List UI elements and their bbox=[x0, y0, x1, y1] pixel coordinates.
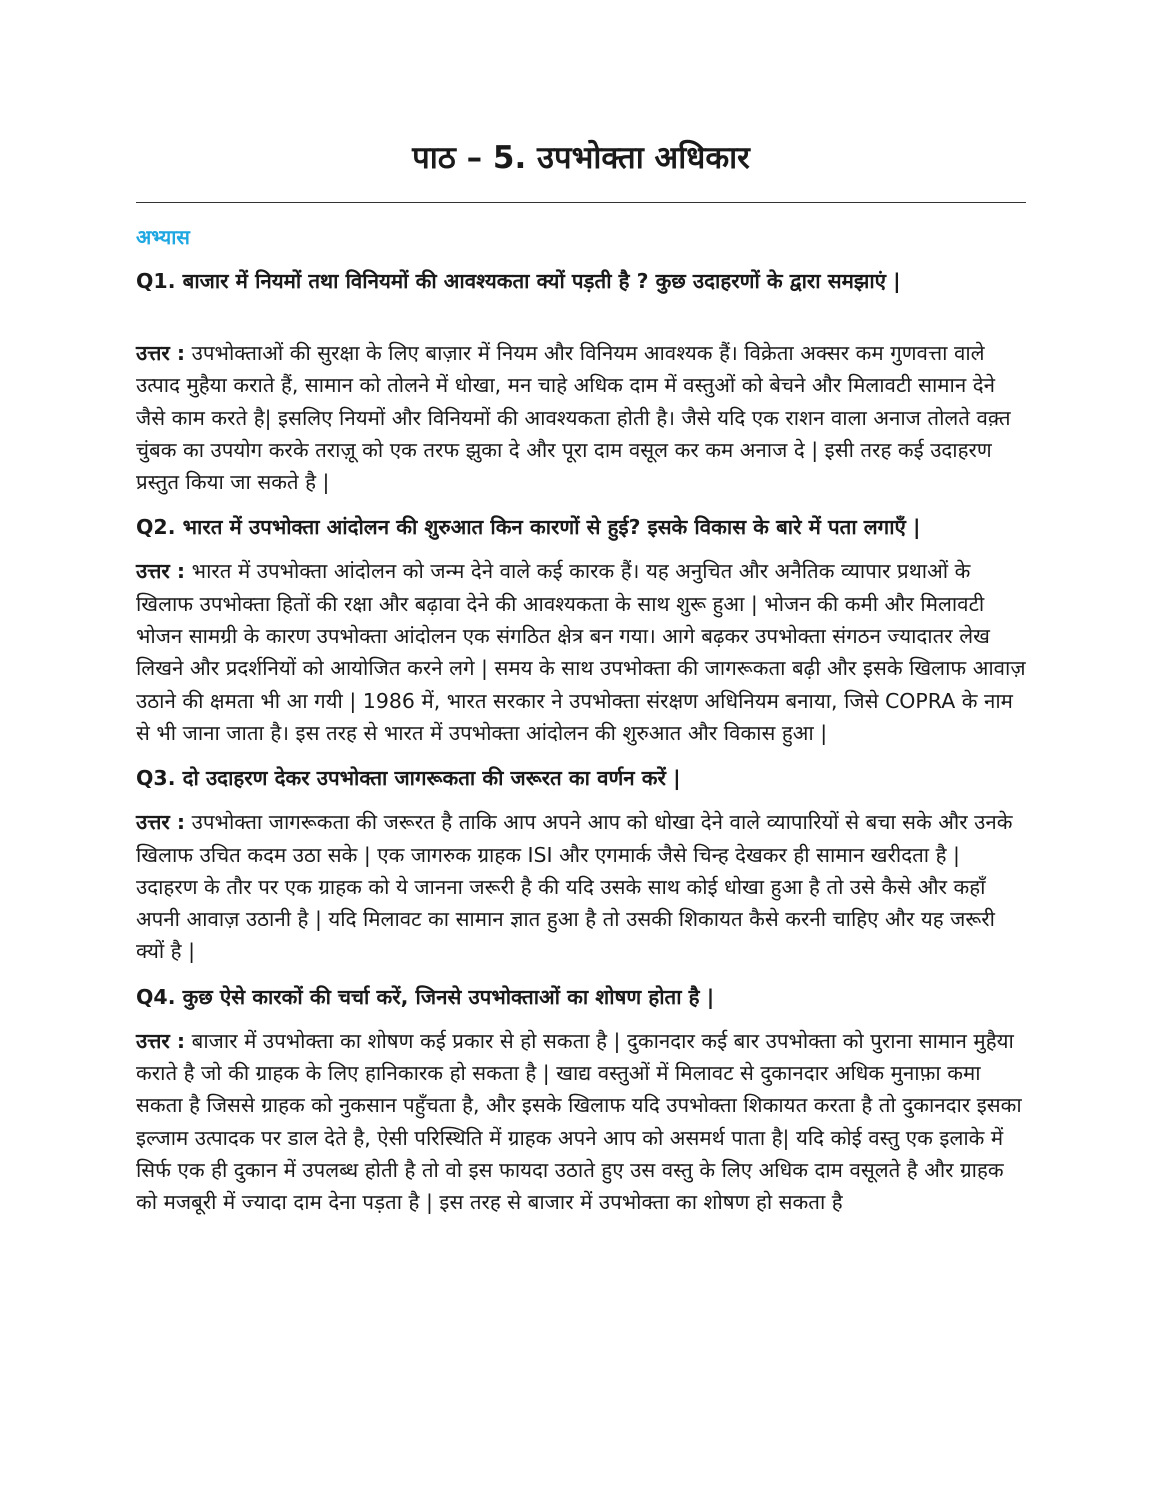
title-divider bbox=[136, 202, 1026, 203]
answer-text: उपभोक्ताओं की सुरक्षा के लिए बाज़ार में नियम और विनियम आवश्यक हैं। विक्रेता अक्सर कम गुणवत्ता वाले उत्पाद मुहैया कराते हैं, सामान को तोलने में धोखा, मन चाहे अधिक दाम में वस्तुओं को बेचने और मिलावटी सामान देने जैसे काम करते है| इसलिए नियमों और विनियमों की आवश्यकता होती है। जैसे यदि एक राशन वाला अनाज तोलते वक़्त चुंबक का उपयोग करके तराज़ू को एक तरफ झुका दे और पूरा दाम वसूल कर कम अनाज दे | इसी तरह कई उदाहरण प्रस्तुत किया जा सकते है | bbox=[136, 341, 1011, 495]
qa-item bbox=[136, 982, 1026, 1219]
answer-text: बाजार में उपभोक्ता का शोषण कई प्रकार से हो सकता है | दुकानदार कई बार उपभोक्ता को पुराना सामान मुहैया कराते है जो की ग्राहक के लिए हानिकारक हो सकता है | खाद्य वस्तुओं में मिलावट से दुकानदार अधिक मुनाफ़ा कमा सकता है जिससे ग्राहक को नुकसान पहुँचता है, और इसके खिलाफ यदि उपभोक्ता शिकायत करता है तो दुकानदार इसका इल्जाम उत्पादक पर डाल देते है, ऐसी परिस्थिति में ग्राहक अपने आप को असमर्थ पाता है| यदि कोई वस्तु एक इलाके में सिर्फ एक ही दुकान में उपलब्ध होती है तो वो इस फायदा उठाते हुए उस वस्तु के लिए अधिक दाम वसूलते है और ग्राहक को मजबूरी में ज्यादा दाम देना पड़ता है | इस तरह से बाजार में उपभोक्ता का शोषण हो सकता है bbox=[136, 1028, 1022, 1215]
answer-label: उत्तर : bbox=[136, 1028, 186, 1053]
qa-item bbox=[136, 512, 1026, 749]
answer-paragraph bbox=[136, 555, 1026, 749]
answer-text: उपभोक्ता जागरूकता की जरूरत है ताकि आप अपने आप को धोखा देने वाले व्यापारियों से बचा सके और उनके खिलाफ उचित कदम उठा सके | एक जागरुक ग्राहक ISI और एगमार्क जैसे चिन्ह देखकर ही सामान खरीदता है | उदाहरण के तौर पर एक ग्राहक को ये जानना जरूरी है की यदि उसके साथ कोई धोखा हुआ है तो उसे कैसे और कहाँ अपनी आवाज़ उठानी है | यदि मिलावट का सामान ज्ञात हुआ है तो उसकी शिकायत कैसे करनी चाहिए और यह जरूरी क्यों है | bbox=[136, 810, 1013, 964]
answer-label: उत्तर : bbox=[136, 341, 186, 365]
answer-paragraph bbox=[136, 1025, 1026, 1219]
answer-paragraph bbox=[136, 337, 1026, 498]
answer-text: भारत में उपभोक्ता आंदोलन को जन्म देने वाले कई कारक हैं। यह अनुचित और अनैतिक व्यापार प्रथाओं के खिलाफ उपभोक्ता हितों की रक्षा और बढ़ावा देने की आवश्यकता के साथ शुरू हुआ | भोजन की कमी और मिलावटी भोजन सामग्री के कारण उपभोक्ता आंदोलन एक संगठित क्षेत्र बन गया। आगे बढ़कर उपभोक्ता संगठन ज्यादातर लेख लिखने और प्रदर्शनियों को आयोजित करने लगे | समय के साथ उपभोक्ता की जागरूकता बढ़ी और इसके खिलाफ आवाज़ उठाने की क्षमता भी आ गयी | 1986 में, भारत सरकार ने उपभोक्ता संरक्षण अधिनियम बनाया, जिसे COPRA के नाम से भी जाना जाता है। इस तरह से भारत में उपभोक्ता आंदोलन की शुरुआत और विकास हुआ | bbox=[136, 559, 1026, 745]
question-text: Q3. दो उदाहरण देकर उपभोक्ता जागरूकता की जरूरत का वर्णन करें | bbox=[136, 766, 681, 791]
qa-list bbox=[136, 266, 1026, 1233]
answer-label: उत्तर : bbox=[136, 559, 186, 584]
question-text: Q4. कुछ ऐसे कारकों की चर्चा करें, जिनसे उपभोक्ताओं का शोषण होता है | bbox=[136, 984, 715, 1009]
page-title: पाठ – 5. उपभोक्ता अधिकार bbox=[412, 140, 750, 176]
question-text: Q2. भारत में उपभोक्ता आंदोलन की शुरुआत किन कारणों से हुई? इसके विकास के बारे में पता लगाएँ | bbox=[136, 515, 921, 540]
qa-item bbox=[136, 266, 1026, 498]
qa-item bbox=[136, 763, 1026, 967]
question-text: Q1. बाजार में नियमों तथा विनियमों की आवश्यकता क्यों पड़ती है ? कुछ उदाहरणों के द्वारा समझाएं | bbox=[136, 269, 901, 293]
answer-paragraph bbox=[136, 806, 1026, 967]
answer-label: उत्तर : bbox=[136, 810, 186, 835]
section-label: अभ्यास bbox=[136, 225, 190, 249]
